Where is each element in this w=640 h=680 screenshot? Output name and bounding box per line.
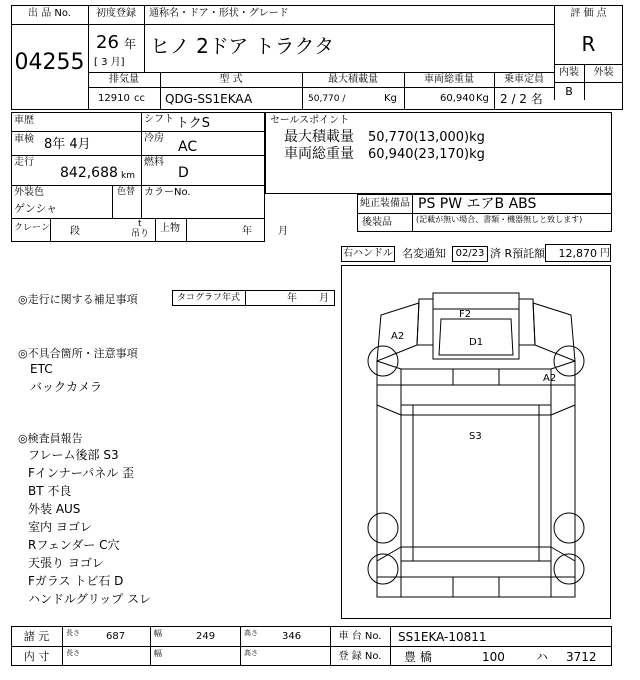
in-length-label: 長さ: [66, 649, 80, 657]
year-unit: 年: [124, 37, 137, 51]
divider: [141, 185, 142, 218]
divider: [240, 626, 241, 666]
reg-region: 豊 橋: [404, 650, 432, 664]
divider: [155, 218, 156, 242]
inspection-value: 8年 4月: [44, 137, 91, 152]
genuine-label: 純正装備品: [360, 198, 410, 209]
body-year: 年: [242, 226, 252, 237]
height-value: 346: [282, 631, 302, 642]
sales-line2-label: 車両総重量: [284, 146, 354, 162]
aftermarket-note: (記載が無い場合、書類・機器無しと致します): [416, 215, 583, 224]
length-value: 687: [106, 631, 126, 642]
interior-value: B: [565, 85, 573, 98]
name-change-label: 名変通知: [402, 247, 446, 260]
fuel-label: 燃料: [144, 157, 164, 168]
inspection-label: 車検: [14, 134, 34, 145]
inspector-item: 天張り ヨゴレ: [28, 556, 104, 570]
body-label: 上物: [160, 223, 180, 234]
lot-number: 04255: [14, 50, 85, 75]
history-label: 車歴: [14, 115, 34, 126]
divider: [62, 626, 63, 666]
length-label: 長さ: [66, 629, 80, 637]
inspector-item: 外装 AUS: [28, 502, 81, 516]
divider: [144, 5, 145, 72]
diagram-mark-f2: F2: [459, 309, 472, 320]
aftermarket-label: 後装品: [362, 217, 392, 228]
first-reg-year: 26: [96, 32, 119, 53]
divider: [50, 218, 51, 242]
diagram-mark-a2-right: A2: [543, 373, 557, 384]
divider: [554, 82, 623, 83]
reg-kana: ハ: [536, 650, 549, 664]
divider: [412, 194, 413, 232]
crane-lift: 吊り: [131, 229, 150, 239]
color-no-label: カラーNo.: [144, 187, 191, 198]
tacho-label: タコグラフ年式: [177, 293, 241, 303]
inspector-item: フレーム後部 S3: [28, 448, 119, 462]
first-reg-month: [ 3 月]: [94, 57, 125, 68]
inspector-item: Fガラス トビ石 D: [28, 574, 124, 588]
divider: [357, 213, 612, 214]
sales-line1-label: 最大積載量: [284, 129, 354, 145]
ac-value: AC: [178, 139, 198, 155]
divider: [390, 626, 391, 666]
model-label: 型 式: [219, 74, 243, 85]
mileage-unit: km: [121, 171, 135, 181]
first-reg-label: 初度登録: [96, 8, 136, 19]
height-label: 高さ: [244, 629, 258, 637]
vehicle-label: 通称名・ドア・形状・グレード: [149, 8, 289, 19]
grade-value: R: [581, 32, 596, 56]
recycle-label: 済 R預託額: [490, 247, 546, 260]
inspector-label: ◎検査員報告: [18, 432, 83, 445]
color-value: ゲンシャ: [14, 202, 58, 215]
divider: [150, 626, 151, 666]
diagram-mark-d1: D1: [469, 337, 484, 348]
dims-label: 諸 元: [23, 630, 50, 643]
truck-diagram: [341, 265, 611, 619]
gvw-unit: Kg: [476, 93, 489, 104]
reg-class: 100: [482, 650, 505, 664]
divider: [141, 112, 142, 185]
inspector-item: Rフェンダー C穴: [28, 538, 120, 552]
exterior-label: 外装: [593, 67, 614, 78]
fuel-value: D: [178, 165, 189, 181]
divider: [245, 290, 246, 306]
width-label: 幅: [154, 629, 162, 638]
shift-value: トクS: [176, 116, 210, 131]
right-hand: 右ハンドル: [343, 248, 393, 259]
shift-label: シフト: [144, 114, 174, 125]
grade-label: 評 価 点: [570, 8, 607, 19]
diagram-mark-a2-left: A2: [391, 331, 405, 342]
crane-label: クレーン: [14, 223, 50, 233]
body-month: 月: [278, 226, 288, 237]
divider: [11, 646, 612, 647]
divider: [11, 24, 88, 25]
displacement-label: 排気量: [109, 74, 139, 85]
divider: [11, 185, 265, 186]
divider: [186, 218, 187, 242]
divider: [112, 185, 113, 218]
divider: [11, 131, 265, 132]
capacity-value: 2 / 2 名: [500, 92, 543, 106]
interior-label: 内装: [559, 67, 579, 78]
divider: [88, 5, 89, 110]
divider: [88, 24, 554, 25]
reg-label: 登 録 No.: [338, 651, 382, 662]
sales-line1-value: 50,770(13,000)kg: [368, 130, 485, 145]
recycle-unit: 円: [600, 248, 610, 259]
tacho-month: 月: [319, 293, 329, 304]
inspector-item: Fインナーパネル 歪: [28, 466, 135, 480]
tacho-year: 年: [287, 293, 297, 304]
cargo-label: 内 寸: [23, 650, 50, 663]
model-value: QDG-SS1EKAA: [165, 92, 253, 106]
max-load-unit: Kg: [384, 93, 397, 104]
sales-label: セールスポイント: [270, 115, 350, 126]
defects-label: ◎不具合箇所・注意事項: [18, 347, 138, 360]
width-value: 249: [196, 631, 216, 642]
chassis-label: 車 台 No.: [338, 631, 382, 642]
divider: [554, 64, 623, 65]
crane-stage: 段: [70, 226, 80, 237]
divider: [88, 72, 554, 73]
reg-number: 3712: [566, 650, 597, 664]
mileage-label: 走行: [14, 157, 34, 168]
capacity-label: 乗車定員: [504, 74, 544, 85]
name-change-value: 02/23: [455, 248, 485, 259]
gvw-label: 車両総重量: [424, 74, 474, 85]
vehicle-name: ヒノ 2ドア トラクタ: [150, 34, 335, 58]
inspector-item: ハンドルグリップ スレ: [28, 592, 152, 606]
defect-item: ETC: [30, 362, 53, 376]
displacement-unit: cc: [134, 93, 145, 104]
driving-label: ◎走行に関する補足事項: [18, 293, 138, 306]
in-width-label: 幅: [154, 649, 162, 658]
displacement-value: 12910: [98, 93, 130, 104]
sales-line2-value: 60,940(23,170)kg: [368, 147, 485, 162]
gvw-value: 60,940: [440, 93, 475, 104]
genuine-value: PS PW エアB ABS: [418, 196, 537, 212]
max-load-value: 50,770 /: [308, 94, 346, 104]
diagram-mark-s3: S3: [469, 431, 482, 442]
divider: [88, 87, 554, 88]
divider: [11, 155, 265, 156]
color-label: 外装色: [14, 187, 44, 198]
mileage-value: 842,688: [60, 165, 118, 181]
crane-t: t: [138, 219, 142, 229]
inspector-item: 室内 ヨゴレ: [28, 520, 92, 534]
defect-item: バックカメラ: [30, 380, 103, 394]
lot-label: 出 品 No.: [28, 8, 71, 19]
color-change-label: 色替: [117, 187, 136, 197]
max-load-label: 最大積載量: [328, 74, 378, 85]
inspector-item: BT 不良: [28, 484, 72, 498]
ac-label: 冷房: [144, 133, 164, 144]
chassis-value: SS1EKA-10811: [398, 630, 487, 644]
recycle-value: 12,870: [558, 247, 597, 260]
in-height-label: 高さ: [244, 649, 258, 657]
